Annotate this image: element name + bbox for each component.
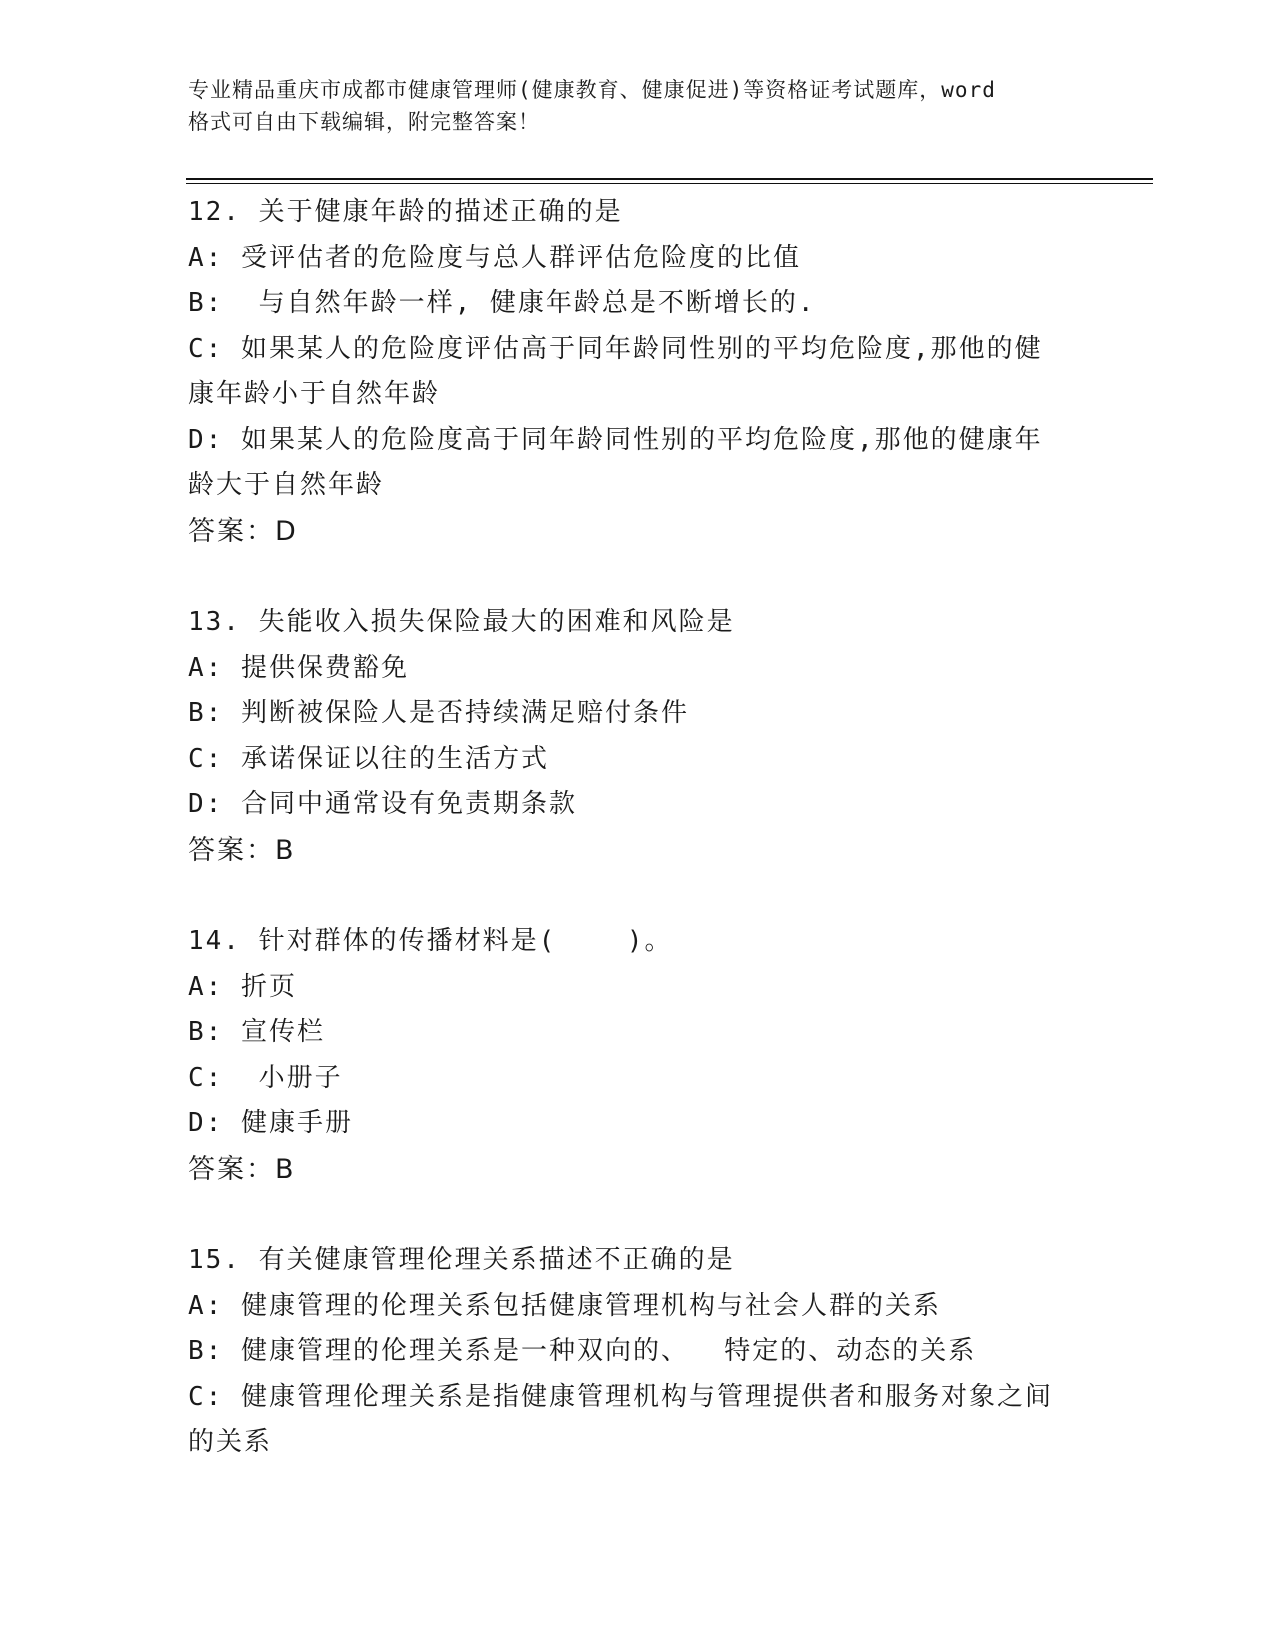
option-c: C: 小册子 bbox=[188, 1062, 343, 1093]
header-line-2: 格式可自由下载编辑，附完整答案！ bbox=[188, 110, 540, 134]
header-divider bbox=[186, 178, 1153, 180]
answer-text: 答案：B bbox=[188, 834, 296, 866]
question-block-12 bbox=[188, 190, 1088, 554]
option-d: D: 健康手册 bbox=[188, 1108, 353, 1138]
question-text: 12. 关于健康年龄的描述正确的是 bbox=[188, 197, 623, 227]
option-b: B: 健康管理的伦理关系是一种双向的、 特定的、动态的关系 bbox=[188, 1336, 977, 1366]
question-text: 15. 有关健康管理伦理关系描述不正确的是 bbox=[188, 1245, 735, 1275]
option-c: C: 健康管理伦理关系是指健康管理机构与管理提供者和服务对象之间 bbox=[188, 1381, 1053, 1412]
option-d: D: 如果某人的危险度高于同年龄同性别的平均危险度,那他的健康年 bbox=[188, 424, 1043, 455]
page-header bbox=[188, 74, 1088, 138]
option-a: A: 折页 bbox=[188, 971, 297, 1002]
option-a: A: 受评估者的危险度与总人群评估危险度的比值 bbox=[188, 242, 801, 273]
answer-text: 答案：D bbox=[188, 515, 298, 547]
option-c: C: 如果某人的危险度评估高于同年龄同性别的平均危险度,那他的健 bbox=[188, 333, 1043, 364]
header-line-1: 专业精品重庆市成都市健康管理师(健康教育、健康促进)等资格证考试题库，word bbox=[188, 78, 996, 102]
question-text: 13. 失能收入损失保险最大的困难和风险是 bbox=[188, 607, 735, 637]
question-block-15 bbox=[188, 1238, 1088, 1466]
option-c-continued: 康年龄小于自然年龄 bbox=[188, 379, 441, 409]
option-c-continued: 的关系 bbox=[188, 1427, 273, 1457]
option-a: A: 健康管理的伦理关系包括健康管理机构与社会人群的关系 bbox=[188, 1290, 941, 1321]
answer-text: 答案：B bbox=[188, 1153, 296, 1185]
option-d-continued: 龄大于自然年龄 bbox=[188, 470, 385, 500]
header-divider-thin bbox=[186, 183, 1153, 184]
option-b: B: 判断被保险人是否持续满足赔付条件 bbox=[188, 698, 689, 728]
option-c: C: 承诺保证以往的生活方式 bbox=[188, 743, 549, 774]
option-b: B: 宣传栏 bbox=[188, 1017, 325, 1047]
question-text: 14. 针对群体的传播材料是( )。 bbox=[188, 926, 673, 956]
question-list bbox=[188, 190, 1088, 1466]
option-b: B: 与自然年龄一样, 健康年龄总是不断增长的. bbox=[188, 288, 816, 318]
option-a: A: 提供保费豁免 bbox=[188, 652, 409, 683]
question-block-14 bbox=[188, 919, 1088, 1192]
question-block-13 bbox=[188, 600, 1088, 873]
option-d: D: 合同中通常设有免责期条款 bbox=[188, 789, 577, 819]
